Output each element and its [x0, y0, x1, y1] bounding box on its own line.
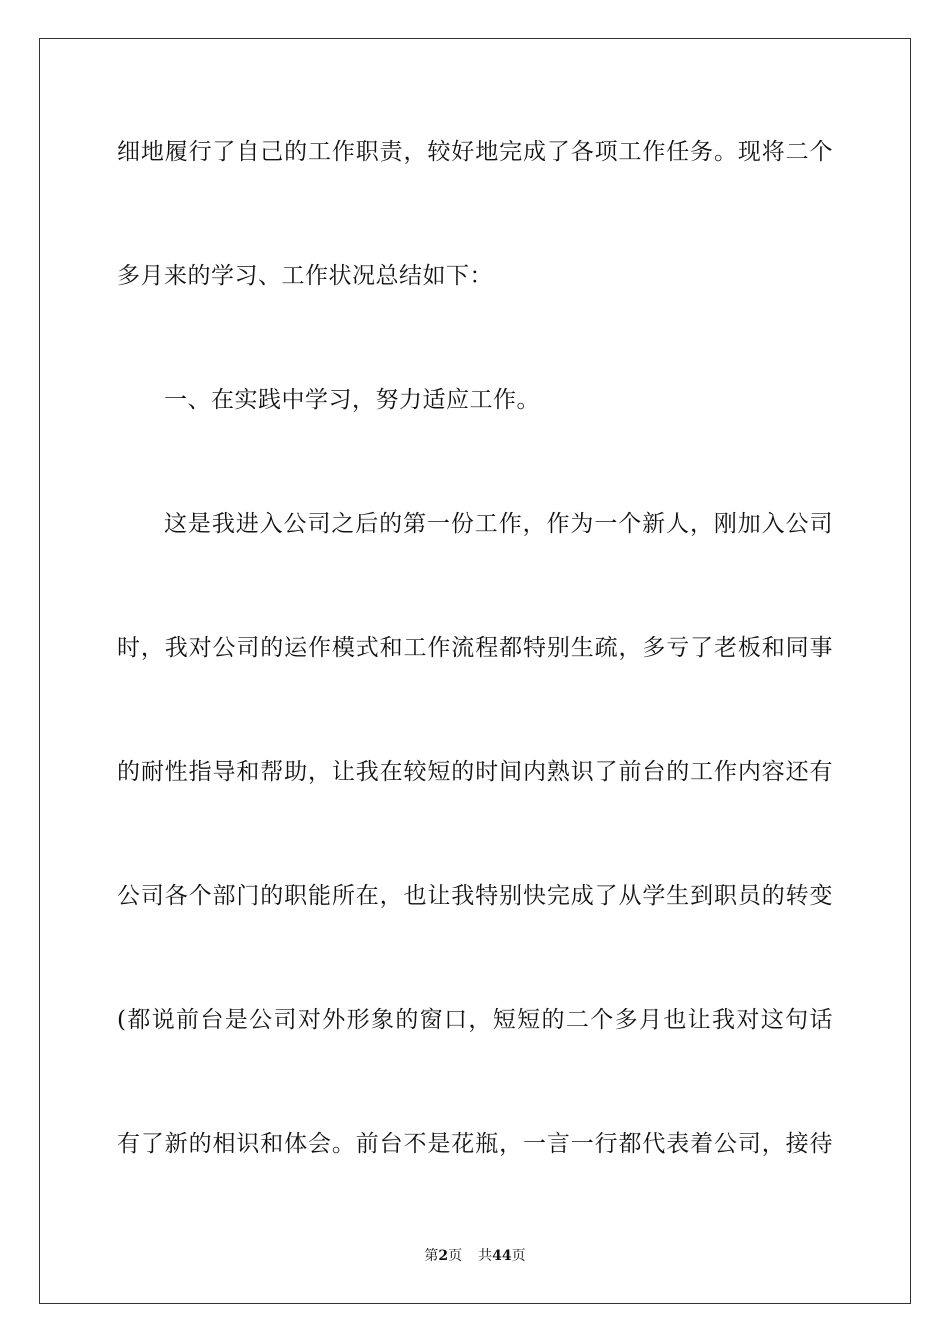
total-suffix: 页	[511, 1248, 526, 1264]
body-text-line: (都说前台是公司对外形象的窗口，短短的二个多月也让我对这句话	[117, 1007, 833, 1033]
section-heading: 一、在实践中学习，努力适应工作。	[164, 387, 540, 413]
body-text-line: 的耐性指导和帮助，让我在较短的时间内熟识了前台的工作内容还有	[117, 759, 833, 785]
body-text-line: 有了新的相识和体会。前台不是花瓶，一言一行都代表着公司，接待	[117, 1131, 833, 1157]
page-border	[39, 38, 911, 1304]
body-text-line: 这是我进入公司之后的第一份工作，作为一个新人，刚加入公司	[164, 511, 833, 537]
total-pages: 44	[492, 1248, 512, 1264]
body-text-line: 公司各个部门的职能所在，也让我特别快完成了从学生到职员的转变	[117, 883, 833, 909]
page-prefix: 第	[424, 1248, 439, 1264]
page-number: 2	[438, 1248, 449, 1264]
body-text-line: 时，我对公司的运作模式和工作流程都特别生疏，多亏了老板和同事	[117, 635, 833, 661]
page-footer	[0, 1246, 950, 1266]
page-suffix: 页	[448, 1248, 463, 1264]
body-text-line: 多月来的学习、工作状况总结如下：	[117, 263, 493, 289]
total-prefix: 共	[478, 1248, 493, 1264]
body-text-line: 细地履行了自己的工作职责，较好地完成了各项工作任务。现将二个	[117, 139, 833, 165]
